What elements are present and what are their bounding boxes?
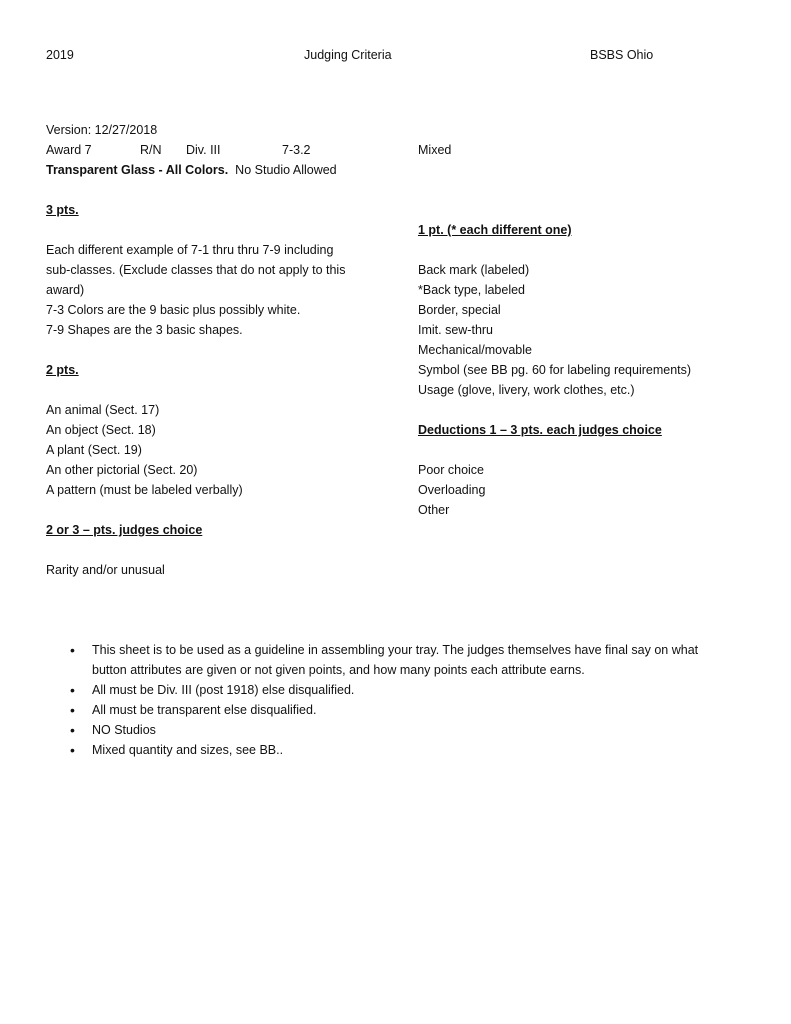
text-line: Symbol (see BB pg. 60 for labeling requirements)	[418, 363, 692, 377]
section-2or3pts	[46, 520, 376, 580]
text-line: An object (Sect. 18)	[46, 423, 156, 437]
bullet-icon	[70, 720, 80, 741]
bullet-icon	[70, 700, 80, 721]
text-line: An animal (Sect. 17)	[46, 403, 160, 417]
header-year: 2019	[46, 48, 74, 62]
header-title: Judging Criteria	[304, 48, 392, 62]
bullet-icon	[70, 640, 80, 661]
text-line: Overloading	[418, 483, 486, 497]
text-line: Poor choice	[418, 463, 485, 477]
heading-2pts: 2 pts.	[46, 363, 79, 377]
text-line: A pattern (must be labeled verbally)	[46, 483, 243, 497]
text-line: 7-9 Shapes are the 3 basic shapes.	[46, 323, 243, 337]
text-line: Border, special	[418, 303, 501, 317]
text-line: Other	[418, 503, 450, 517]
text-line: *Back type, labeled	[418, 283, 526, 297]
text-line: Each different example of 7-1 thru thru 7-9 including	[46, 243, 334, 257]
text-line: 7-3 Colors are the 9 basic plus possibly white.	[46, 303, 301, 317]
section-1pt	[418, 220, 758, 400]
mixed-label: Mixed	[418, 143, 452, 157]
note-text: NO Studios	[92, 723, 156, 737]
heading-3pts: 3 pts.	[46, 203, 79, 217]
division-label: Div. III	[186, 143, 221, 157]
list-item	[70, 700, 730, 720]
section-2pts	[46, 360, 376, 500]
award-number: Award 7	[46, 143, 92, 157]
text-line: Mechanical/movable	[418, 343, 532, 357]
header-org: BSBS Ohio	[590, 48, 654, 62]
award-description-rest: No Studio Allowed	[228, 163, 337, 177]
text-line: award)	[46, 283, 85, 297]
version-text: Version: 12/27/2018	[46, 123, 158, 137]
list-item-continuation	[70, 660, 730, 680]
text-line: Imit. sew-thru	[418, 323, 494, 337]
note-text: Mixed quantity and sizes, see BB..	[92, 743, 284, 757]
bullet-icon	[70, 740, 80, 761]
list-item	[70, 640, 730, 660]
list-item	[70, 720, 730, 740]
list-item	[70, 740, 730, 760]
heading-2or3pts: 2 or 3 – pts. judges choice	[46, 523, 203, 537]
text-line: Back mark (labeled)	[418, 263, 530, 277]
award-description	[46, 160, 337, 180]
award-description-bold: Transparent Glass - All Colors.	[46, 163, 229, 177]
heading-deductions: Deductions 1 – 3 pts. each judges choice	[418, 423, 662, 437]
text-line: An other pictorial (Sect. 20)	[46, 463, 198, 477]
note-text: All must be Div. III (post 1918) else disqualified.	[92, 683, 355, 697]
text-line: A plant (Sect. 19)	[46, 443, 142, 457]
text-line: Usage (glove, livery, work clothes, etc.)	[418, 383, 635, 397]
heading-1pt: 1 pt. (* each different one)	[418, 223, 572, 237]
text-line: sub-classes. (Exclude classes that do not apply to this	[46, 263, 346, 277]
note-text: button attributes are given or not given points, and how many points each attribute earns.	[92, 663, 585, 677]
note-text: This sheet is to be used as a guideline in assembling your tray. The judges themselves have final say on what	[92, 643, 699, 657]
list-item	[70, 680, 730, 700]
bullet-icon	[70, 680, 80, 701]
section-3pts	[46, 200, 376, 340]
text-line: Rarity and/or unusual	[46, 563, 165, 577]
section-deductions	[418, 420, 758, 520]
notes-list	[70, 640, 730, 760]
rn-label: R/N	[140, 143, 162, 157]
note-text: All must be transparent else disqualified.	[92, 703, 317, 717]
class-code: 7-3.2	[282, 143, 311, 157]
